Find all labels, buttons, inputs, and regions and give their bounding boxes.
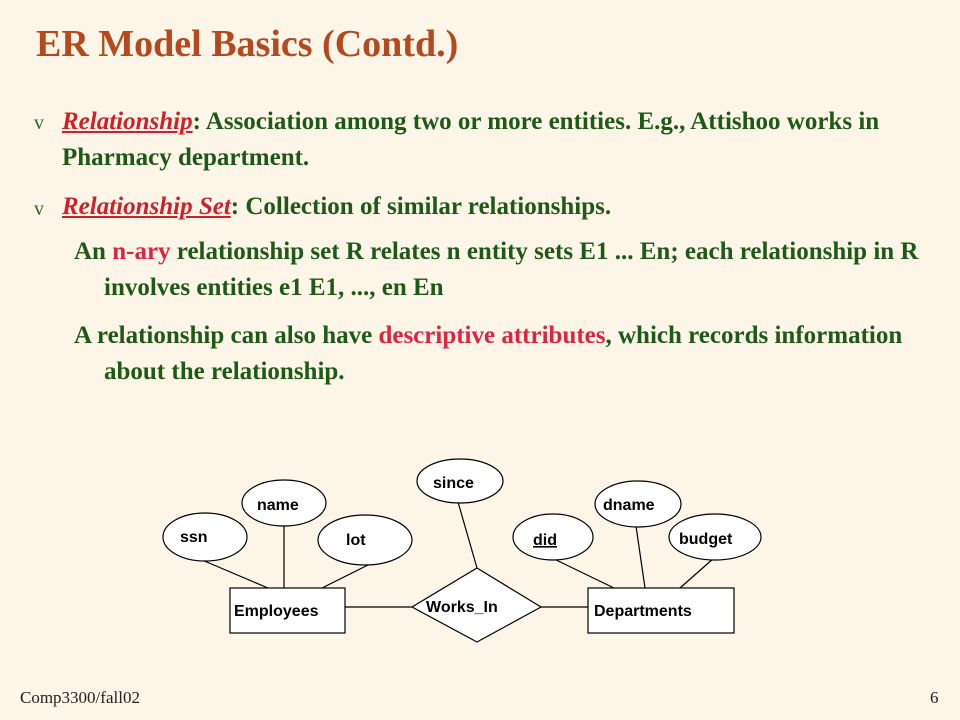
bullet-marker: v [34,112,44,134]
budget-departments-line [680,558,714,588]
did-label: did [533,532,557,549]
budget-label: budget [679,531,733,548]
nary-pre: An [74,238,113,265]
lot-employees-line [322,565,368,588]
relationship-set-colon: : [230,193,240,220]
relationship-colon: : [192,108,201,135]
lot-label: lot [346,532,366,549]
since-works-line [458,502,477,568]
relationship-set-term: Relationship Set [62,193,231,220]
descriptive-pre: A relationship can also have [74,322,379,349]
since-label: since [433,475,474,492]
footer-course: Comp3300/fall02 [20,688,140,707]
did-departments-line [552,558,614,588]
dname-departments-line [636,526,645,588]
relationship-text: Association among two or more entities. E.g., Attishoo works in Pharmacy department. [62,108,880,171]
ssn-employees-line [202,560,268,588]
descriptive-post: , which records information about the relationship. [104,322,903,385]
slide-title: ER Model Basics (Contd.) [36,23,459,65]
ssn-label: ssn [180,529,208,546]
nary-highlight: n-ary [112,238,171,265]
relationship-term: Relationship [62,108,193,135]
descriptive-highlight: descriptive attributes [378,322,606,349]
name-label: name [257,497,299,514]
nary-post: relationship set R relates n entity sets E1 ... En; each relationship in R involves entities e1 E1, ..., en En [104,238,919,301]
works-in-label: Works_In [426,599,498,616]
dname-label: dname [603,497,655,514]
footer-page-number: 6 [930,688,939,707]
bullet-marker: v [34,198,44,220]
relationship-set-text: Collection of similar relationships. [239,193,612,220]
employees-label: Employees [234,603,319,620]
departments-label: Departments [594,603,692,620]
